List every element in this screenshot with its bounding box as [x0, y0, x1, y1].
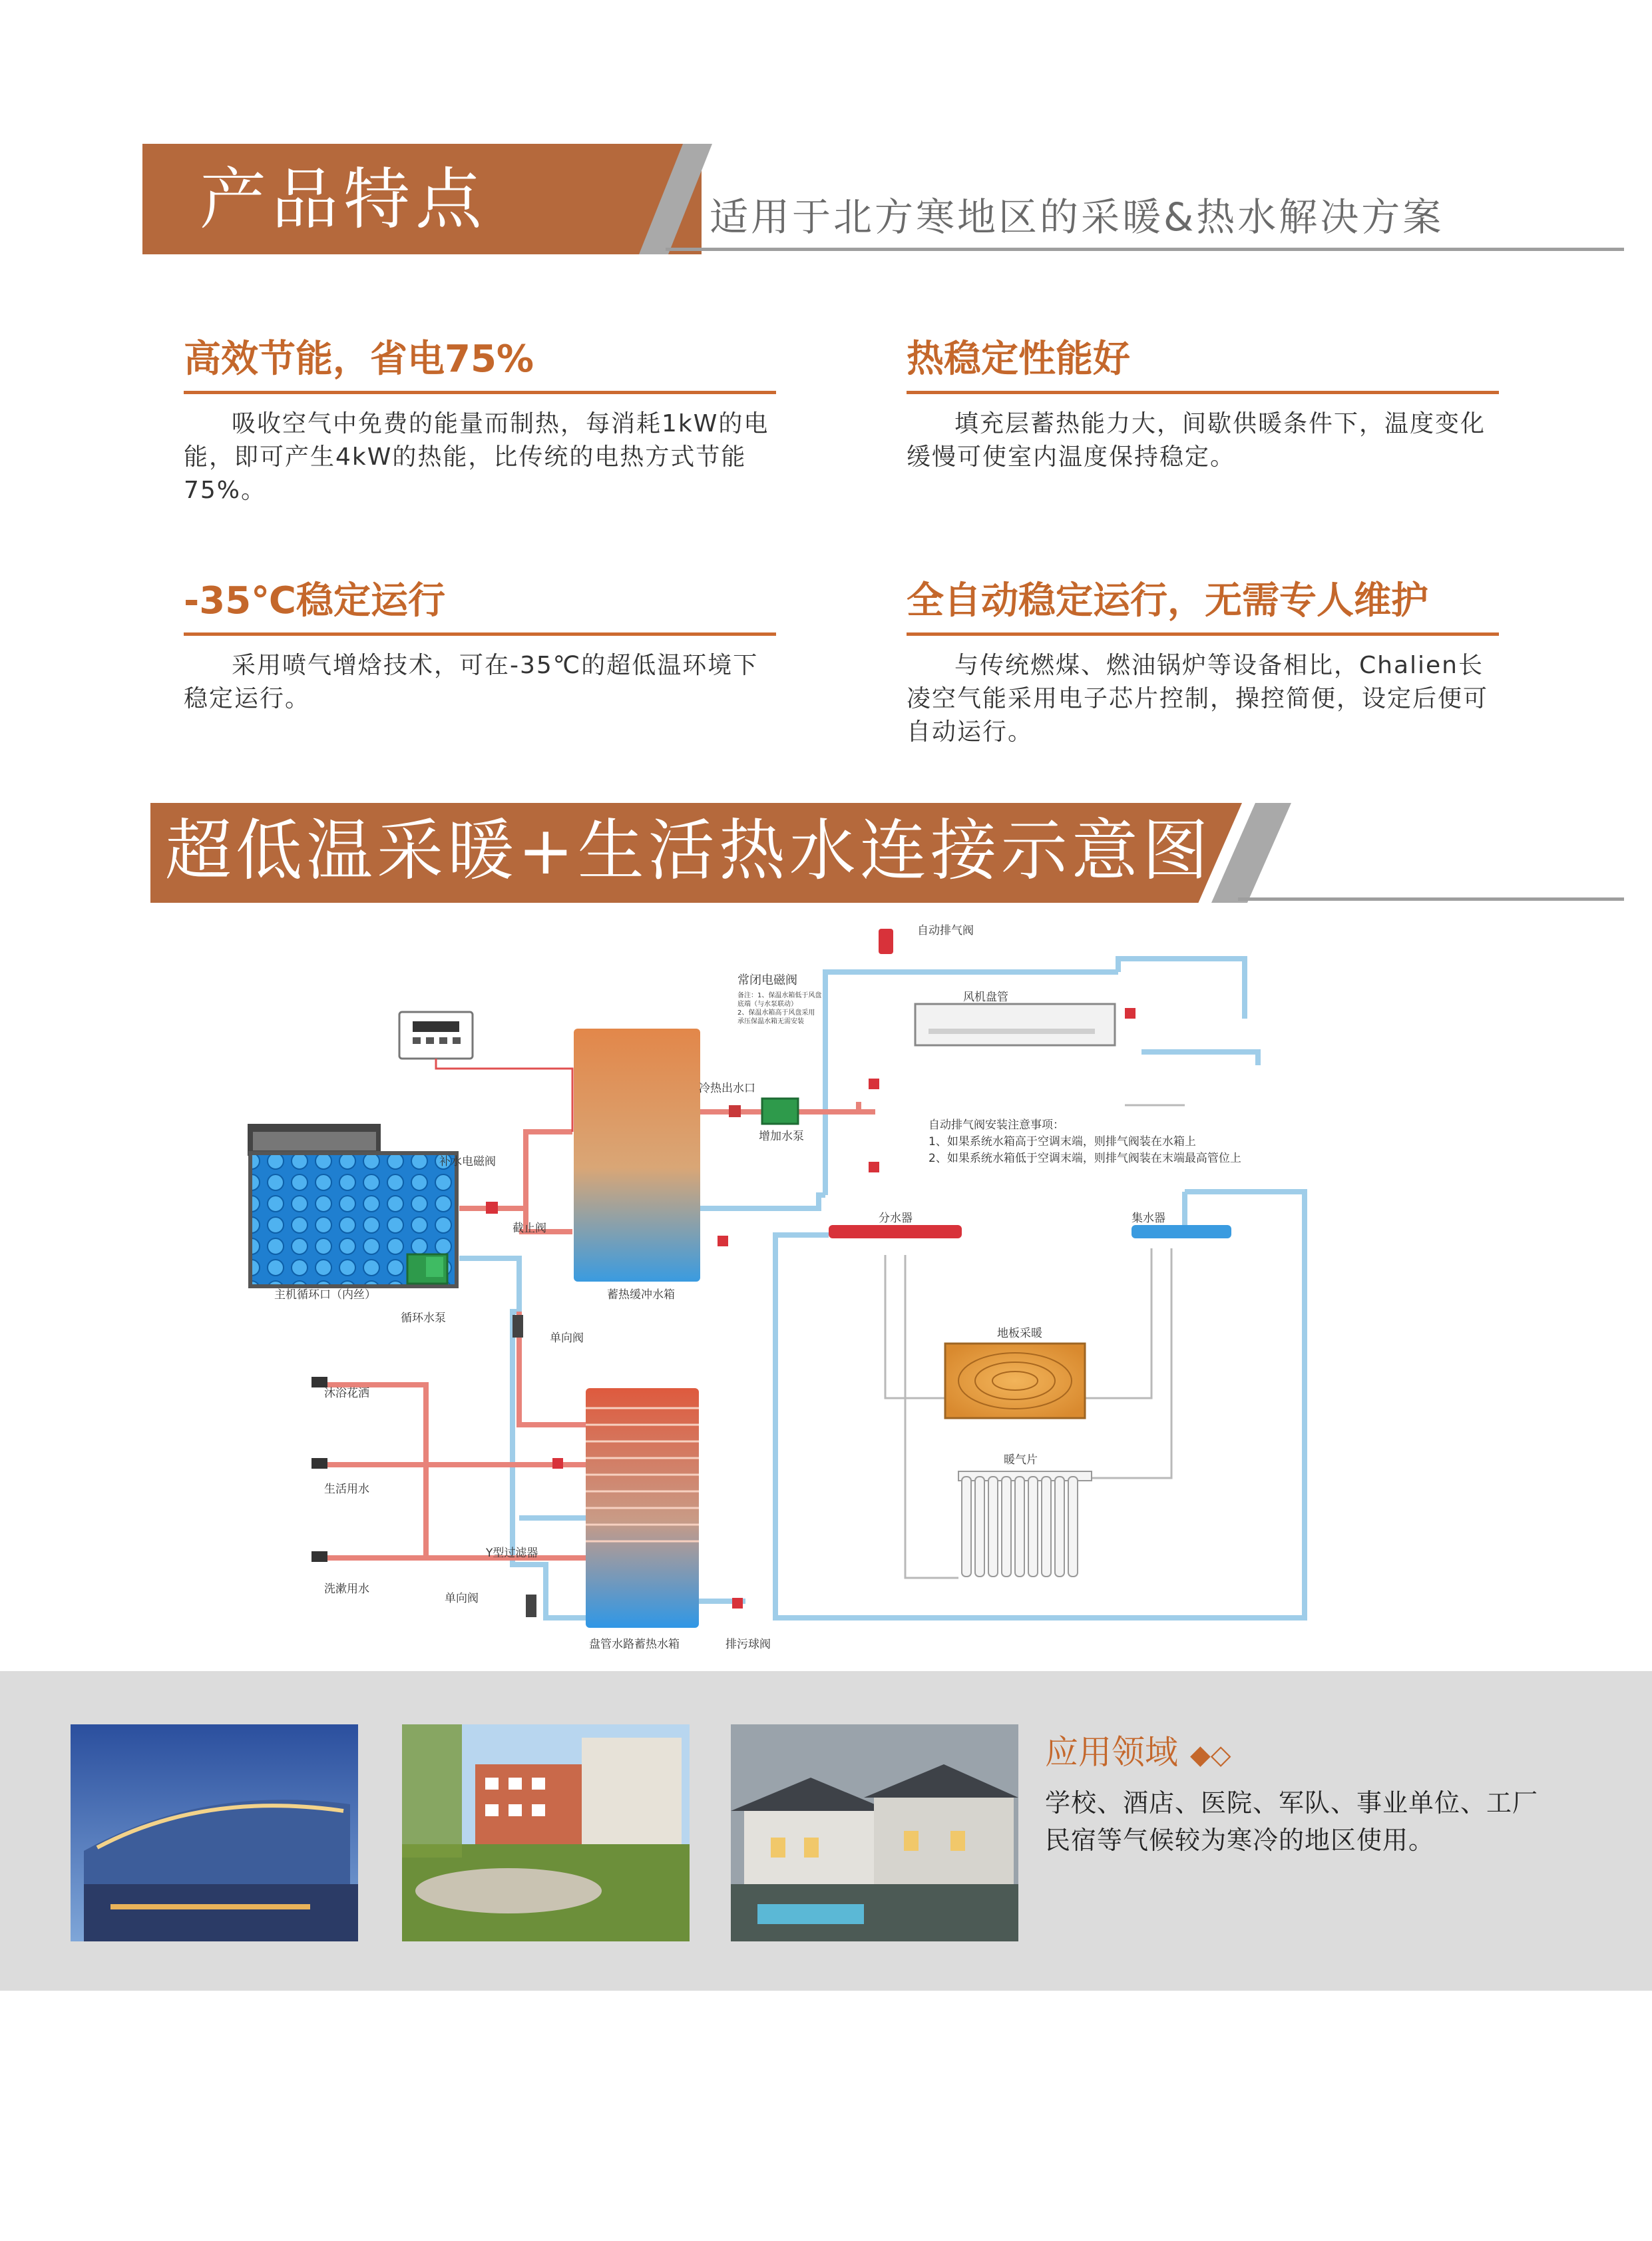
- collector: [1132, 1225, 1231, 1238]
- floor-heating: [945, 1344, 1085, 1418]
- section-title-features: 产品特点: [200, 160, 487, 238]
- label-distributor: 分水器: [879, 1212, 913, 1225]
- header-divider: [666, 248, 1624, 251]
- feature-title: 全自动稳定运行，无需专人维护: [907, 579, 1428, 622]
- feature-body: 吸收空气中免费的能量而制热，每消耗1kW的电能，即可产生4kW的热能，比传统的电热方式节能75%。: [184, 410, 769, 504]
- label-domestic-water: 生活用水: [324, 1483, 369, 1496]
- feature-block: [907, 578, 1499, 749]
- section-subtitle: 适用于北方寒地区的采暖&热水解决方案: [710, 194, 1444, 240]
- label-coil-tank: 盘管水路蓄热水箱: [589, 1638, 680, 1651]
- application-title-text: 应用领域: [1045, 1733, 1178, 1772]
- label-radiator: 暖气片: [1004, 1453, 1038, 1467]
- note-line-1: 1、如果系统水箱高于空调末端，则排气阀装在水箱上: [929, 1135, 1196, 1148]
- label-nc-note2b: 承压保温水箱无需安装: [737, 1018, 804, 1025]
- application-title: [1045, 1731, 1231, 1776]
- photo-hotel: [71, 1724, 358, 1941]
- diagram-header-divider: [1238, 897, 1624, 901]
- label-y-filter: Y型过滤器: [486, 1547, 538, 1560]
- check-valve-2: [526, 1595, 536, 1617]
- label-floor-heating: 地板采暖: [997, 1327, 1042, 1340]
- application-body: [1045, 1784, 1538, 1859]
- label-nc-note1b: 底端（与水泵联动）: [737, 1001, 797, 1008]
- feature-block: [184, 578, 776, 716]
- label-fan-coil: 风机盘管: [963, 991, 1008, 1004]
- label-nc-note2: 2、保温水箱高于风盘采用: [737, 1009, 815, 1017]
- circulation-pump: [407, 1254, 447, 1284]
- label-check-valve-2: 单向阀: [445, 1592, 479, 1605]
- feature-rule: [907, 391, 1499, 394]
- radiator: [958, 1471, 1092, 1577]
- system-diagram: [0, 905, 1652, 1671]
- feature-body: 填充层蓄热能力大，间歇供暖条件下，温度变化缓慢可使室内温度保持稳定。: [907, 410, 1486, 471]
- feature-title: -35℃稳定运行: [184, 579, 445, 622]
- section-title-diagram: 超低温采暖+生活热水连接示意图: [165, 812, 1213, 889]
- label-nc-solenoid: 常闭电磁阀: [737, 973, 797, 987]
- application-line-2: 民宿等气候较为寒冷的地区使用。: [1045, 1826, 1435, 1855]
- feature-title: 热稳定性能好: [907, 338, 1130, 381]
- application-line-1: 学校、酒店、医院、军队、事业单位、工厂: [1045, 1788, 1539, 1818]
- label-outlet: 冷热出水口: [699, 1082, 755, 1095]
- auto-vent-valve: [879, 929, 893, 954]
- label-nc-note1: 备注：1、保温水箱低于风盘: [737, 992, 822, 999]
- label-check-valve: 单向阀: [550, 1332, 584, 1345]
- label-circ-pump: 循环水泵: [401, 1312, 446, 1325]
- label-drain-valve: 排污球阀: [725, 1638, 771, 1651]
- feature-rule: [184, 391, 776, 394]
- label-collector: 集水器: [1132, 1212, 1165, 1225]
- label-buffer-tank: 蓄热缓冲水箱: [607, 1288, 675, 1302]
- label-shower: 沐浴花洒: [324, 1387, 369, 1400]
- feature-block: [907, 336, 1499, 474]
- label-makeup-solenoid: 补水电磁阀: [439, 1155, 496, 1168]
- photo-villa: [731, 1724, 1018, 1941]
- note-line-2: 2、如果系统水箱低于空调末端，则排气阀装在末端最高管位上: [929, 1152, 1241, 1165]
- label-wash-water: 洗漱用水: [324, 1583, 369, 1596]
- label-stop-valve: 截止阀: [513, 1222, 546, 1235]
- photo-residential: [402, 1724, 690, 1941]
- taps: [311, 1377, 327, 1562]
- feature-rule: [907, 632, 1499, 636]
- distributor: [829, 1225, 962, 1238]
- feature-body: 与传统燃煤、燃油锅炉等设备相比，Chalien长凌空气能采用电子芯片控制，操控简便，设定后便可自动运行。: [907, 652, 1489, 746]
- label-booster-pump: 增加水泵: [759, 1130, 804, 1143]
- label-main-loop-port: 主机循环口（内丝）: [274, 1288, 376, 1302]
- arrow-icon: ◆◇: [1190, 1740, 1231, 1770]
- fan-coil: [915, 1004, 1115, 1045]
- feature-block: [184, 336, 776, 507]
- check-valve: [513, 1315, 523, 1338]
- label-auto-vent: 自动排气阀: [917, 924, 974, 937]
- controller: [399, 1012, 572, 1132]
- feature-body: 采用喷气增焓技术，可在-35℃的超低温环境下稳定运行。: [184, 652, 759, 712]
- coil-tank: [586, 1388, 699, 1628]
- feature-title: 高效节能，省电75%: [184, 338, 534, 381]
- note-title: 自动排气阀安装注意事项：: [929, 1119, 1064, 1132]
- feature-rule: [184, 632, 776, 636]
- booster-pump: [729, 1099, 798, 1124]
- buffer-tank: [574, 1029, 700, 1282]
